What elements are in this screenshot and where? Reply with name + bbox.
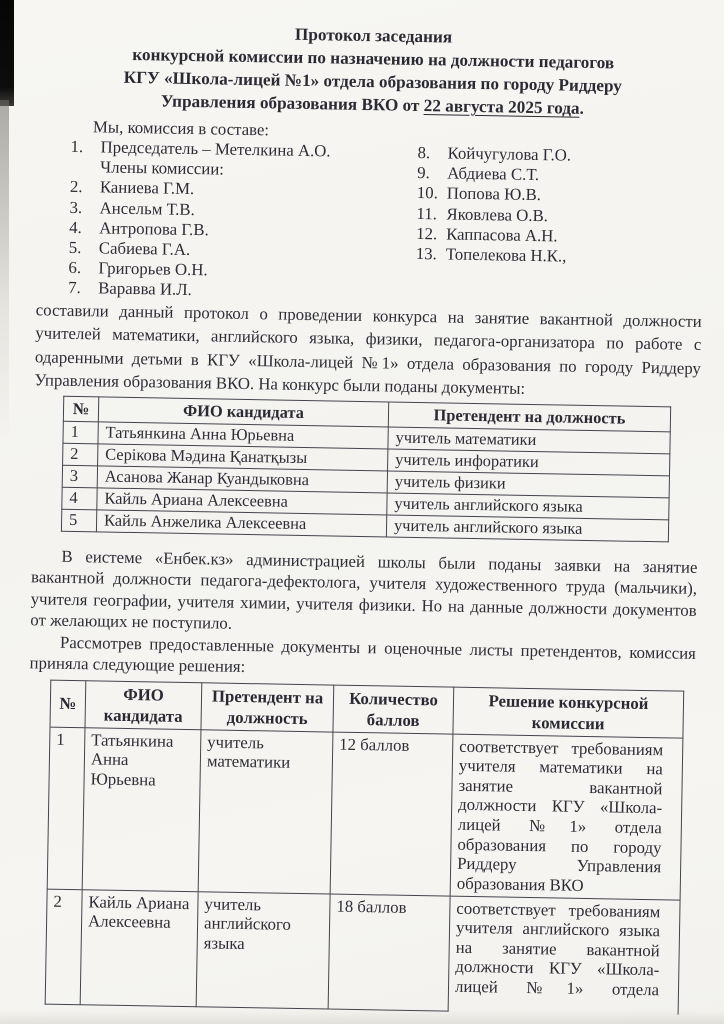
list-item-number: 6. <box>68 258 82 278</box>
cell-score: 18 баллов <box>328 894 450 1011</box>
list-item-number: 5. <box>68 237 82 258</box>
candidates-table <box>61 395 671 542</box>
title-line-4-prefix: Управления образования ВКО от <box>160 91 424 116</box>
cell-candidate-name: Кайль Ариана Алексеевна <box>80 889 198 1006</box>
list-item-number: 12. <box>416 223 438 244</box>
cell-candidate-name: Татьянкина Анна Юрьевна <box>82 727 201 891</box>
header-candidate-name: ФИО кандидата <box>98 397 388 427</box>
commission-lead: Мы, комиссия в составе: <box>92 117 270 140</box>
paragraph-protocol-body: составили данный протокол о проведении конкурса на занятие вакантной должности учителей математики, английского языка, физики, педагога-организатора по работе с одаренными детьми в КГУ «Школа-лицей №1» отдела образования по городу Риддеру Управления образования ВКО. На конкурс были поданы документы: <box>34 299 702 398</box>
list-item-number: 10. <box>416 183 439 203</box>
cell-number: 2 <box>45 889 82 1005</box>
cell-position: учитель английского языка <box>387 493 669 520</box>
list-item-number <box>70 157 100 178</box>
list-item-text: Члены комиссии: <box>100 157 225 179</box>
cell-decision: соответствует требованиям учителя математики на занятие вакантной должности КГУ «Школа-лицей №1» отдела образования по городу Риддеру Управления образования ВКО <box>450 734 683 900</box>
list-item-text: Абдиева С.Т. <box>447 163 540 185</box>
cell-number: 5 <box>61 509 96 532</box>
document-title <box>39 18 707 122</box>
table-row <box>45 889 680 1015</box>
cell-number: 2 <box>63 443 98 466</box>
list-item-number: 7. <box>68 278 81 298</box>
commission-list <box>36 136 705 309</box>
cell-candidate-name: Кайль Анжелика Алексеевна <box>96 510 386 537</box>
title-line-1: Протокол заседания <box>294 24 453 47</box>
header-number: № <box>50 680 86 728</box>
cell-position: учитель инфоратики <box>388 449 670 476</box>
header-position-applied: Претендент на должность <box>388 402 670 432</box>
list-item-text: Каниева Г.М. <box>99 177 195 199</box>
paragraph-decisions-intro: Рассмотрев предоставленные документы и оценочные листы претендентов, комиссия приняла следующие решения: <box>29 632 697 677</box>
list-item-number: 9. <box>417 163 430 183</box>
scanner-left-edge-shadow <box>0 100 9 440</box>
table-row <box>47 727 683 900</box>
cell-score: 12 баллов <box>330 732 453 896</box>
cell-candidate-name: Серікова Мәдина Қанатқызы <box>98 444 388 471</box>
title-line-2: конкурсной комиссии по назначению на должности педагогов <box>132 44 615 73</box>
decisions-table <box>45 679 685 1015</box>
title-date-underlined: 22 августа 2025 года <box>423 96 580 118</box>
list-item-text: Каппасова А.Н. <box>446 224 558 246</box>
cell-candidate-name: Татьянкина Анна Юрьевна <box>98 422 388 449</box>
list-item-number: 13. <box>415 243 437 264</box>
list-item-text: Попова Ю.В. <box>446 183 542 205</box>
list-item-text: Варавва И.Л. <box>97 278 192 300</box>
cell-number: 4 <box>62 487 97 510</box>
list-item-text: Койчугулова Г.О. <box>447 143 572 165</box>
title-line-3: КГУ «Школа-лицей №1» отдела образования по городу Риддеру <box>123 67 623 96</box>
header-commission-decision: Решение конкурсной комиссии <box>453 687 684 738</box>
header-candidate-name: ФИО кандидата <box>85 680 202 729</box>
title-line-4-period: . <box>579 98 585 118</box>
list-item-number: 2. <box>69 177 83 197</box>
cell-position: учитель английского языка <box>386 515 668 542</box>
list-item-text: Григорьев О.Н. <box>98 258 208 280</box>
scanner-edge-black-corner <box>0 0 14 106</box>
commission-list-right <box>415 143 705 310</box>
list-item-text: Ансельм Т.В. <box>99 198 195 219</box>
list-item-number: 8. <box>417 142 431 163</box>
commission-list-left <box>68 137 418 305</box>
cell-decision: соответствует требованиям учителя английского языка на занятие вакантной должности КГУ «Школа-лицей №1» отдела <box>448 896 680 1015</box>
list-item-text: Топелекова Н.К., <box>445 244 567 266</box>
cell-position: учитель математики <box>388 427 670 454</box>
cell-position: учитель математики <box>198 729 333 893</box>
cell-position: учитель физики <box>387 471 669 498</box>
list-item-text: Сабиева Г.А. <box>98 238 191 260</box>
list-item-text: Антропова Г.В. <box>99 218 209 240</box>
list-item <box>416 244 703 269</box>
document-sheet <box>24 18 707 1015</box>
cell-candidate-name: Кайль Ариана Алексеевна <box>97 488 387 515</box>
header-number: № <box>63 396 98 422</box>
list-item-number: 11. <box>416 203 438 223</box>
list-item-text: Яковлева О.В. <box>446 204 549 225</box>
header-score: Количество баллов <box>333 685 454 734</box>
list-item-number: 1. <box>70 136 84 157</box>
cell-candidate-name: Асанова Жанар Куандыковна <box>97 466 387 493</box>
cell-number: 1 <box>63 421 98 444</box>
scanner-bottom-edge-shadow <box>0 1010 724 1024</box>
list-item-number: 3. <box>69 197 83 217</box>
list-item-number: 4. <box>69 217 82 237</box>
paragraph-enbek-applications: В еистеме «Енбек.кз» администрацией школы были поданы заявки на занятие вакантной должности педагога-дефектолога, учителя художественного труда (мальчики), учителя географии, учителя химии, учителя физики. Но на данные должности документов от желающих не поступило. <box>30 546 698 633</box>
list-item-text: Председатель – Метелкина А.О. <box>100 137 331 161</box>
cell-position: учитель английского языка <box>196 891 330 1008</box>
cell-number: 1 <box>47 727 85 890</box>
cell-number: 3 <box>62 465 97 488</box>
header-position-applied: Претендент на должность <box>201 682 334 731</box>
